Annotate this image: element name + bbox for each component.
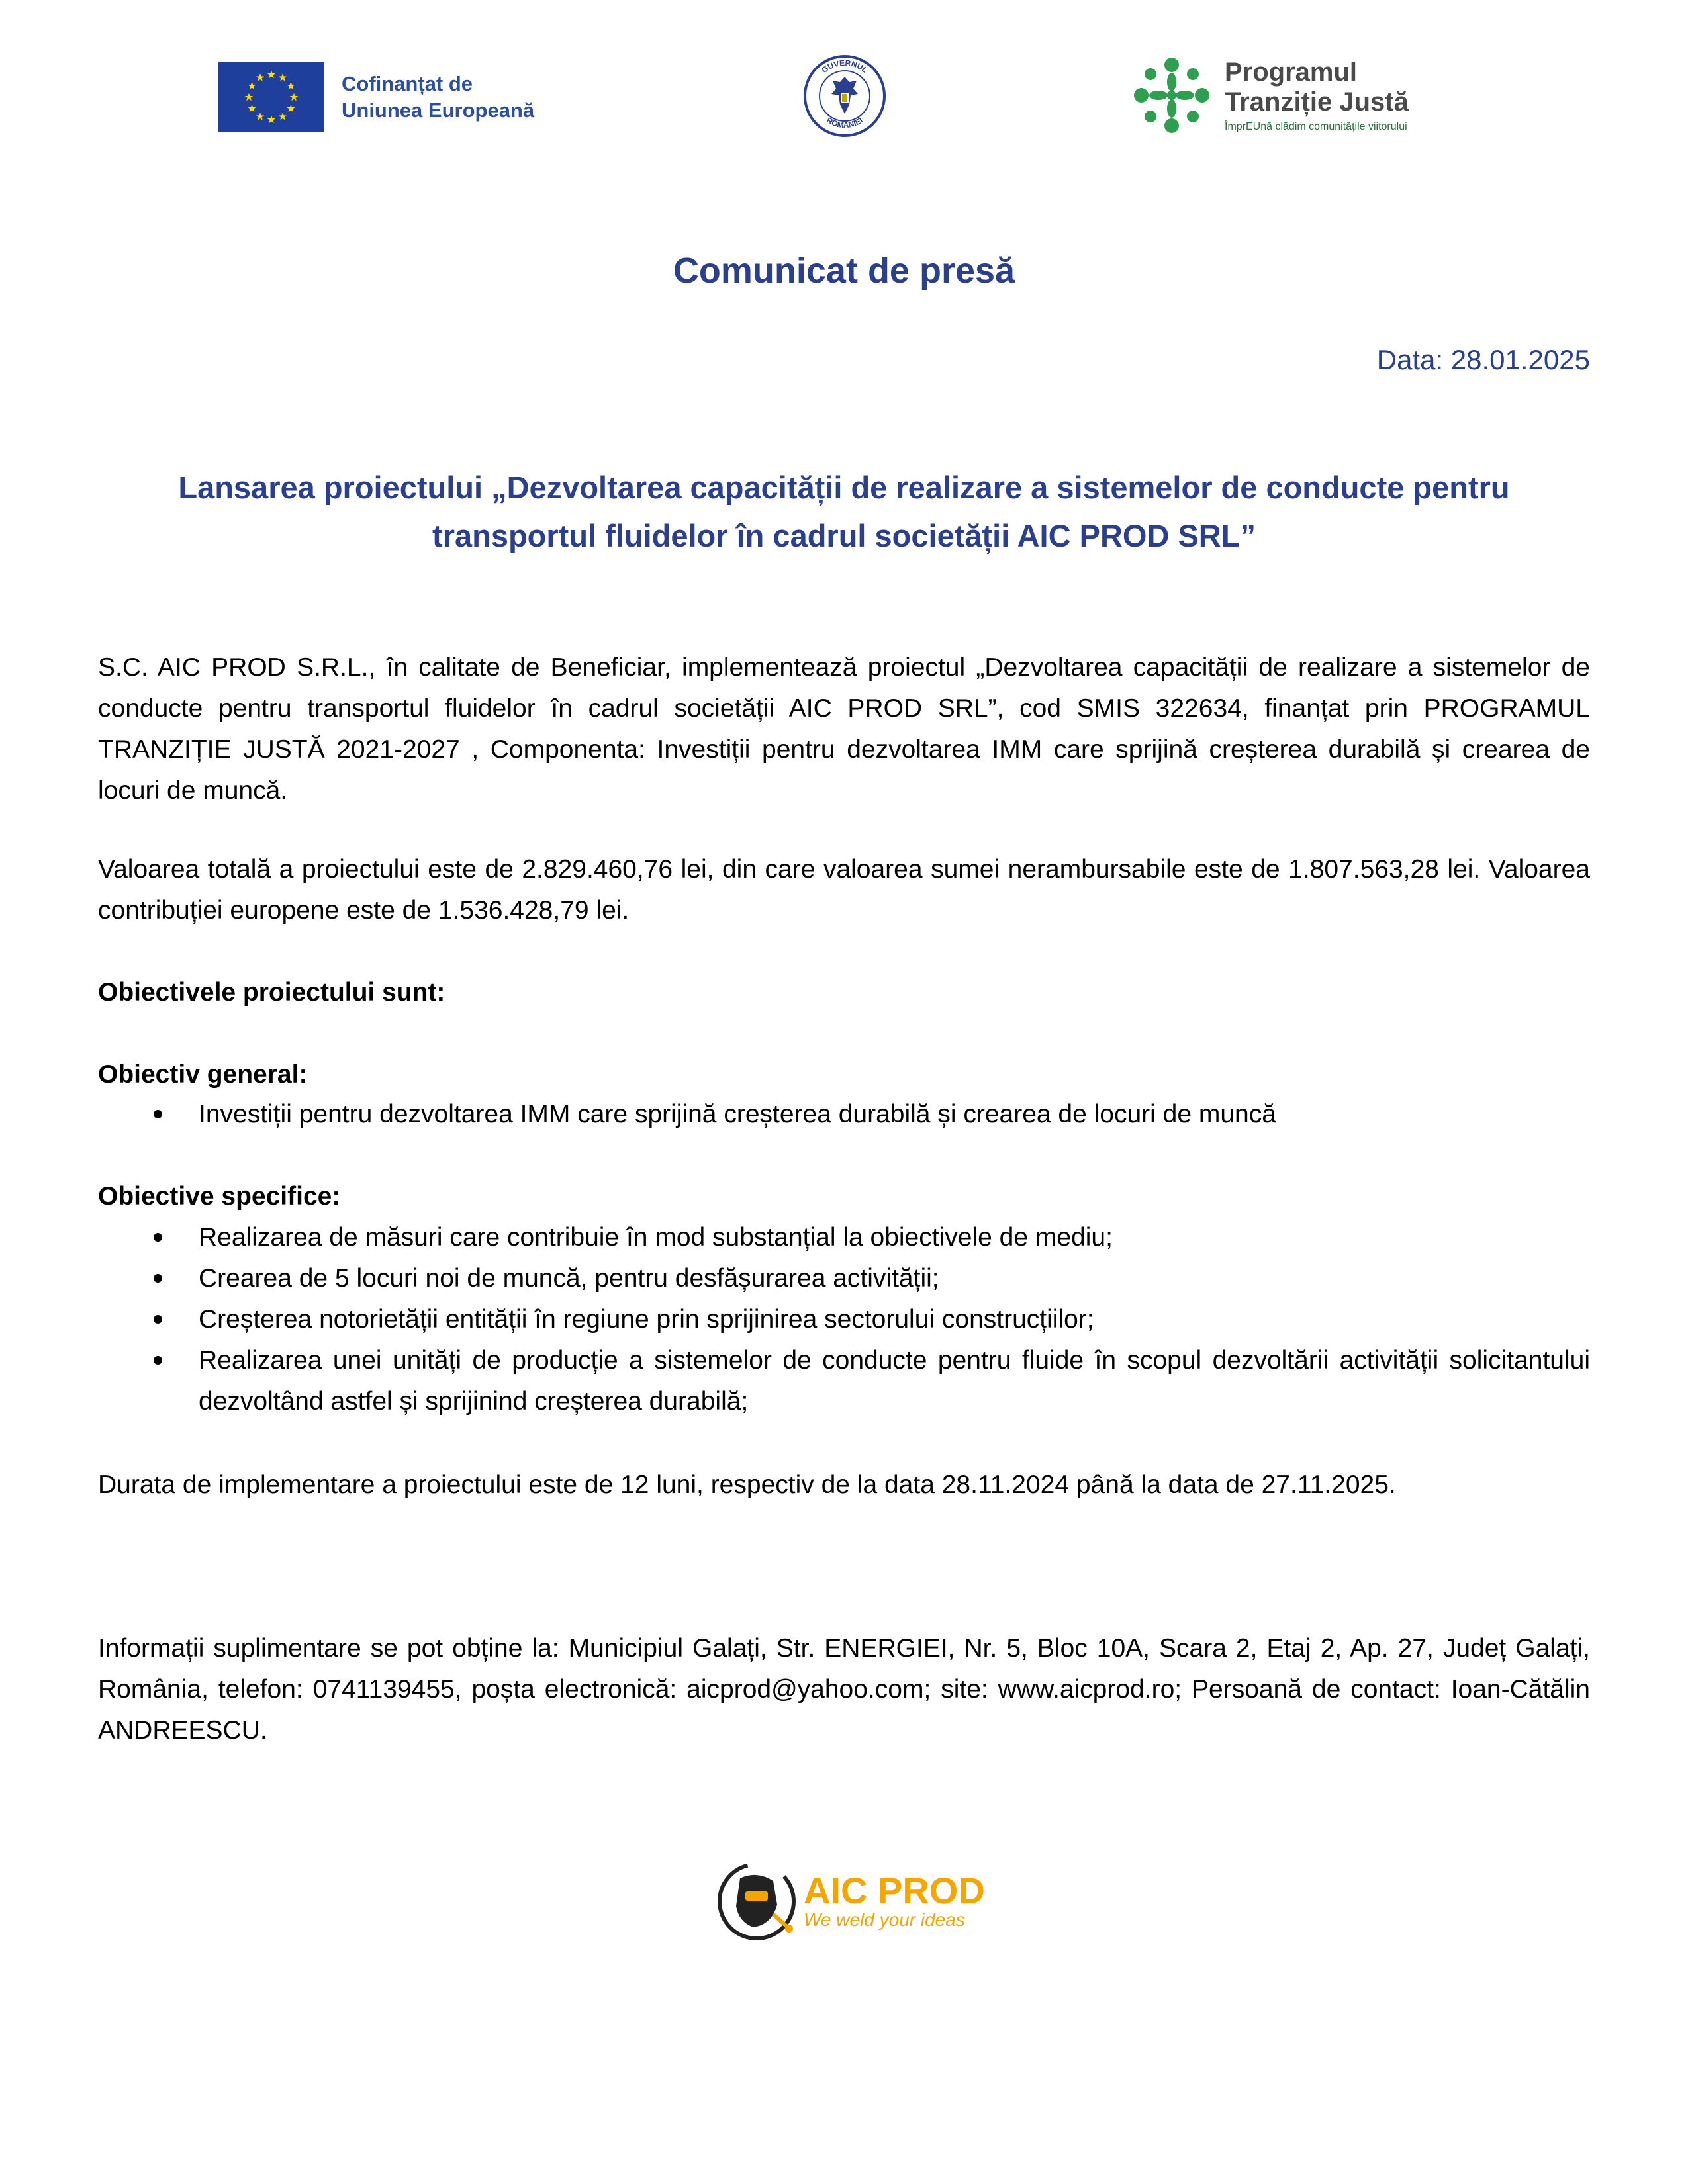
aic-prod-logo	[714, 1858, 985, 1944]
aic-prod-slogan: We weld your ideas	[804, 1909, 965, 1930]
document-date: Data: 28.01.2025	[1376, 344, 1590, 375]
aic-prod-name: AIC PROD	[804, 1870, 985, 1911]
general-objective-heading: Obiectiv general:	[98, 1060, 308, 1089]
aic-prod-text	[804, 1872, 985, 1931]
project-title-line1: Lansarea proiectului „Dezvoltarea capacității de realizare a sistemelor de conducte pentru	[178, 470, 1510, 505]
tranzitie-justa-text	[1225, 58, 1409, 133]
intro-paragraph: S.C. AIC PROD S.R.L., în calitate de Beneficiar, implementează proiectul „Dezvoltarea capacității de realizare a sistemelor de conducte pentru transportul fluidelor în cadrul societății AIC PROD SRL”, cod SMIS 322634, finanțat prin PROGRAMUL TRANZIȚIE JUSTĂ 2021-2027 , Componenta: Investiții pentru dezvoltarea IMM care sprijină creșterea durabilă și crearea de locuri de muncă.	[98, 653, 1590, 805]
objectives-heading: Obiectivele proiectului sunt:	[98, 978, 445, 1007]
eu-flag-icon	[218, 62, 324, 132]
list-item: Crearea de 5 locuri noi de muncă, pentru desfășurarea activității;	[98, 1258, 1590, 1299]
contact-paragraph: Informații suplimentare se pot obține la: Municipiul Galați, Str. ENERGIEI, Nr. 5, Bloc 10A, Scara 2, Etaj 2, Ap. 27, Județ Galați, România, telefon: 0741139455, poșta electronică: aicprod@yahoo.com; site: www.aicprod.ro; Persoană de contact: Ioan-Cătălin ANDREESCU.	[98, 1634, 1590, 1745]
ptj-logo-tagline: ÎmprEUnă clădim comunitățile viitorului	[1225, 121, 1407, 132]
ptj-logo-line2: Tranziție Justă	[1225, 87, 1409, 116]
header-logos	[0, 53, 1688, 152]
romania-government-seal-icon	[802, 53, 888, 139]
specific-objectives-list	[98, 1217, 1590, 1422]
flower-icon	[1132, 56, 1211, 135]
value-paragraph: Valoarea totală a proiectului este de 2.829.460,76 lei, din care valoarea sumei nerambursabile este de 1.807.563,28 lei. Valoarea contribuției europene este de 1.536.428,79 lei.	[98, 855, 1590, 925]
tranzitie-justa-logo	[1132, 56, 1409, 135]
welder-mask-icon	[714, 1858, 800, 1944]
page-title: Comunicat de presă	[673, 251, 1015, 291]
project-title-line2: transportul fluidelor în cadrul societății AIC PROD SRL”	[432, 518, 1256, 553]
specific-objectives-heading: Obiective specifice:	[98, 1182, 341, 1210]
duration-paragraph: Durata de implementare a proiectului este de 12 luni, respectiv de la data 28.11.2024 până la data de 27.11.2025.	[98, 1471, 1396, 1499]
list-item: Realizarea unei unități de producție a sistemelor de conducte pentru fluide în scopul dezvoltării activității solicitantului dezvoltând astfel și sprijinind creșterea durabilă;	[98, 1340, 1590, 1422]
romania-government-seal	[802, 53, 888, 142]
eu-logo-line1: Cofinanțat de	[342, 72, 473, 95]
ptj-logo-line1: Programul	[1225, 58, 1358, 87]
eu-cofinancing-logo	[218, 62, 534, 132]
project-title	[98, 463, 1590, 560]
eu-logo-text	[342, 71, 534, 124]
list-item: Investiții pentru dezvoltarea IMM care sprijină creșterea durabilă și crearea de locuri de muncă	[98, 1094, 1590, 1135]
seal-ring-text-bottom: ROMÂNIEI	[825, 115, 865, 130]
list-item: Realizarea de măsuri care contribuie în mod substanțial la obiectivele de mediu;	[98, 1217, 1590, 1258]
eu-logo-line2: Uniunea Europeană	[342, 99, 535, 122]
seal-ring-text-top: GUVERNUL	[820, 58, 870, 75]
list-item: Creșterea notorietății entității în regiune prin sprijinirea sectorului construcțiilor;	[98, 1299, 1590, 1340]
general-objectives-list	[98, 1094, 1590, 1135]
